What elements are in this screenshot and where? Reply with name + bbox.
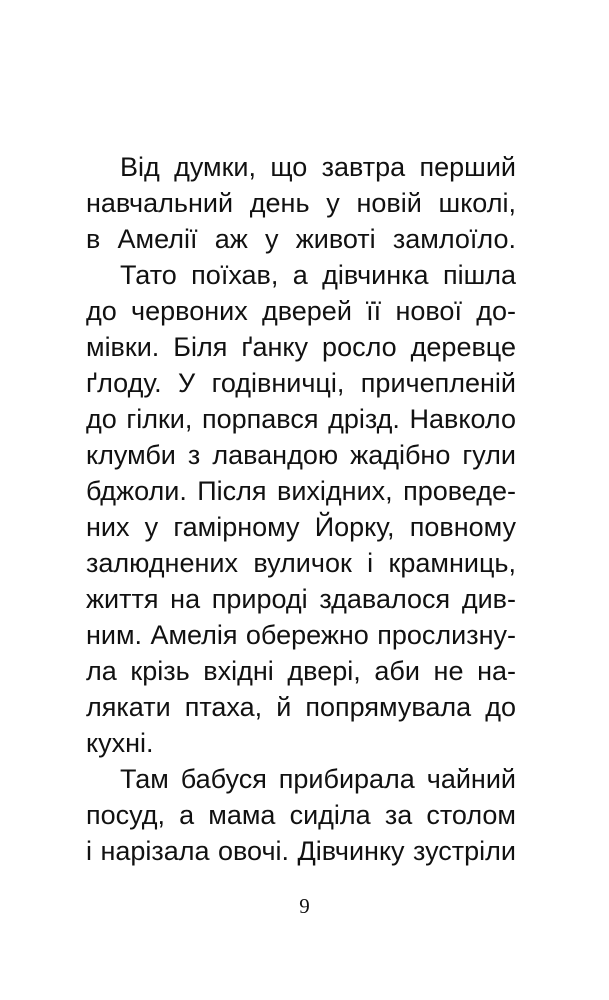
text-line: до гілки, порпався дрізд. Навколо — [86, 404, 516, 434]
text-line: ним. Амелія обережно прослизну- — [86, 620, 516, 650]
text-line: клумби з лавандою жадібно гули — [86, 440, 516, 470]
text-line: лякати птаха, й попрямувала до — [86, 692, 516, 722]
text-line: них у гамірному Йорку, повному — [86, 512, 516, 542]
text-line: життя на природі здавалося див- — [86, 584, 516, 614]
text-line: мівки. Біля ґанку росло деревце — [86, 332, 516, 362]
text-line: Від думки, що завтра перший — [120, 152, 516, 182]
text-line: ла крізь вхідні двері, аби не на- — [86, 656, 516, 686]
page-number: 9 — [299, 894, 310, 918]
text-line: в Амелії аж у животі замлоїло. — [86, 224, 516, 254]
text-line: бджоли. Після вихідних, проведе- — [86, 476, 516, 506]
text-line: ґлоду. У годівничці, причепленій — [86, 368, 516, 398]
text-line: посуд, а мама сиділа за столом — [86, 800, 516, 830]
text-line: кухні. — [86, 728, 154, 758]
text-line: до червоних дверей її нової до- — [86, 296, 516, 326]
text-line: навчальний день у новій школі, — [86, 188, 516, 218]
text-line: і нарізала овочі. Дівчинку зустріли — [86, 836, 516, 866]
text-line: Там бабуся прибирала чайний — [120, 764, 516, 794]
text-line: залюднених вуличок і крамниць, — [86, 548, 516, 578]
text-line: Тато поїхав, а дівчинка пішла — [120, 260, 516, 290]
